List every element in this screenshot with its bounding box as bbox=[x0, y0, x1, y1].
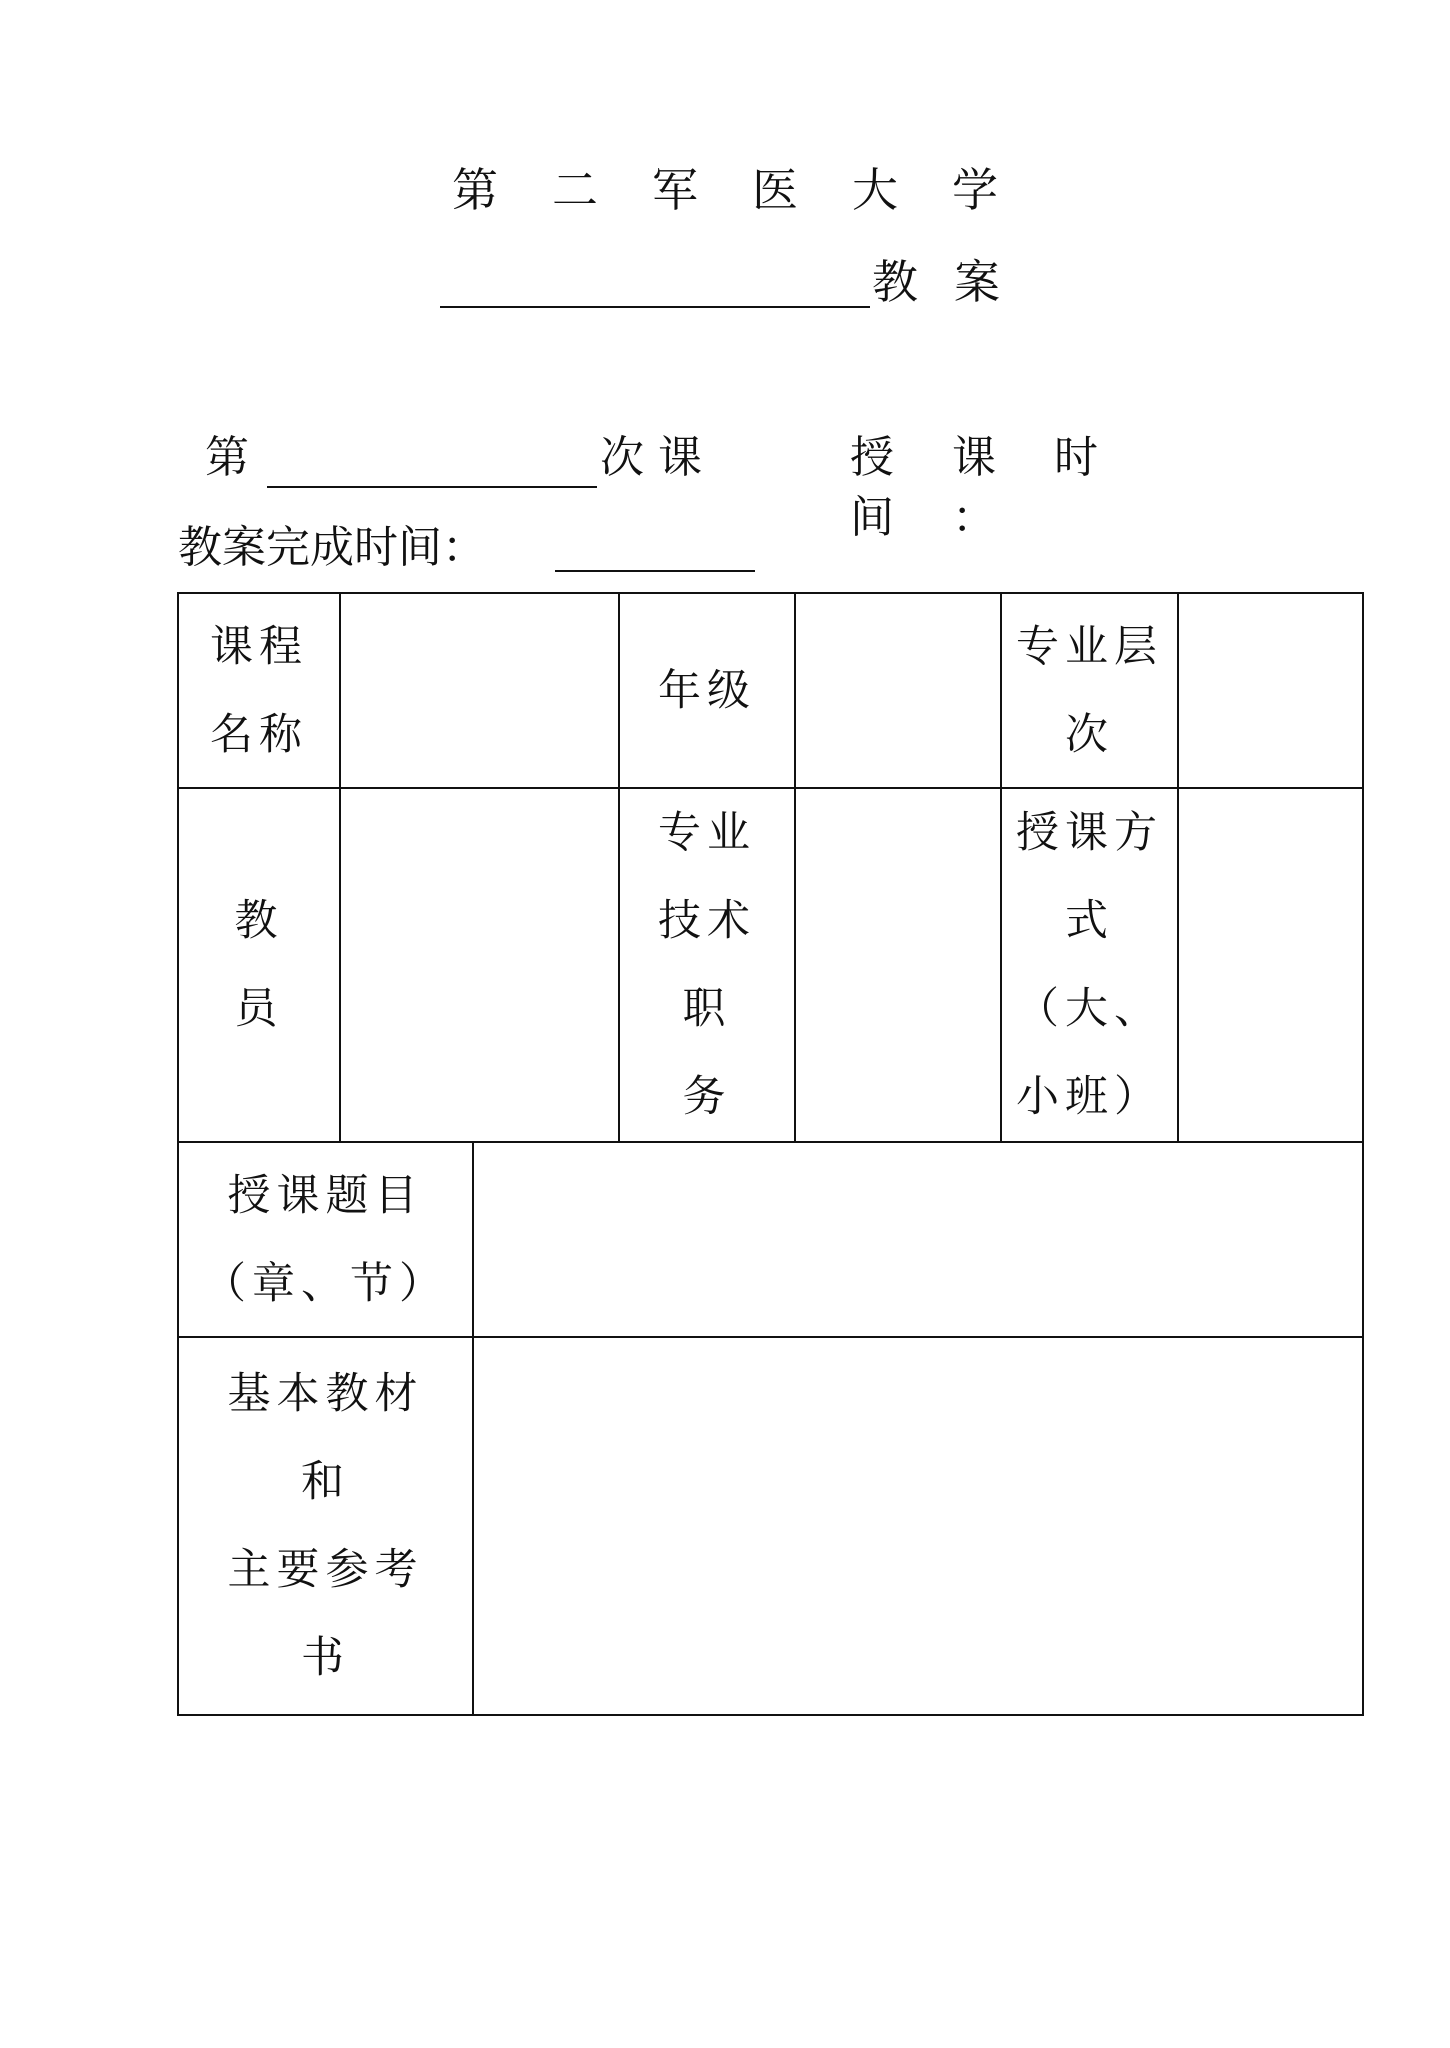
finish-time-blank[interactable] bbox=[555, 518, 755, 572]
school-name: 第二军医大学 bbox=[452, 163, 1052, 217]
finish-time-label: 教案完成时间： bbox=[178, 522, 486, 573]
teacher-label: 教 员 bbox=[234, 896, 284, 1034]
table-row bbox=[178, 593, 1363, 788]
level-value-cell[interactable] bbox=[1178, 593, 1363, 788]
teacher-value-cell[interactable] bbox=[340, 788, 619, 1142]
course-name-label: 课程 名称 bbox=[210, 621, 308, 760]
level-label: 专业层 次 bbox=[1016, 621, 1163, 760]
lesson-time-label: 授课时间： bbox=[850, 432, 1156, 543]
lesson-suffix: 次课 bbox=[600, 432, 716, 483]
level-label-cell bbox=[1001, 593, 1178, 788]
title-value-cell[interactable] bbox=[795, 788, 1001, 1142]
method-label-cell bbox=[1001, 788, 1178, 1142]
lesson-prefix: 第 bbox=[205, 432, 249, 483]
topic-value-cell[interactable] bbox=[473, 1142, 1363, 1337]
lesson-row bbox=[205, 428, 1285, 543]
lesson-number-blank[interactable] bbox=[267, 428, 597, 488]
grade-value-cell[interactable] bbox=[795, 593, 1001, 788]
plan-label: 教案 bbox=[872, 255, 1036, 309]
books-label: 基本教材 和 主要参考 书 bbox=[227, 1369, 424, 1683]
course-name-value-cell[interactable] bbox=[340, 593, 619, 788]
method-label: 授课方 式 （大、 小班） bbox=[1016, 808, 1163, 1122]
title-label: 专业 技术 职 务 bbox=[658, 808, 756, 1122]
table-row bbox=[178, 1337, 1363, 1715]
lesson-plan-table bbox=[177, 592, 1364, 1716]
books-label-cell bbox=[178, 1337, 473, 1715]
title-label-cell bbox=[619, 788, 795, 1142]
course-name-label-cell bbox=[178, 593, 340, 788]
method-value-cell[interactable] bbox=[1178, 788, 1363, 1142]
table-row bbox=[178, 788, 1363, 1142]
teacher-label-cell bbox=[178, 788, 340, 1142]
grade-label: 年级 bbox=[658, 665, 756, 716]
topic-label: 授课题目 （章、节） bbox=[203, 1170, 448, 1309]
books-value-cell[interactable] bbox=[473, 1337, 1363, 1715]
grade-label-cell bbox=[619, 593, 795, 788]
topic-label-cell bbox=[178, 1142, 473, 1337]
table-row bbox=[178, 1142, 1363, 1337]
subject-blank-line[interactable] bbox=[440, 250, 870, 308]
